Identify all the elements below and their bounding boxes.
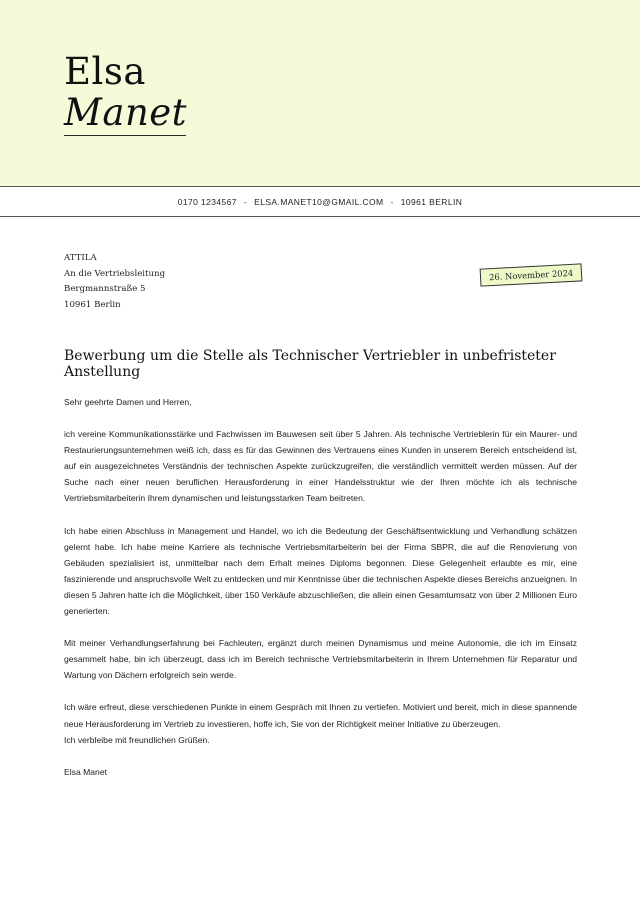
- recipient-department: An die Vertriebsleitung: [64, 268, 166, 279]
- contact-separator: -: [243, 196, 248, 207]
- body-paragraph: Ich habe einen Abschluss in Management und Handel, wo ich die Bedeutung der Geschäftsentwicklung und Verhandlung schätzen gelernt habe. Ich habe meine Karriere als technische Vertriebsmitarbeiterin bei der Firma SBPR, die auf die Renovierung von Gebäuden spezialisiert ist, unmittelbar nach dem Erhalt meines Diploms begonnen. Diese Gelegenheit erlaubte es mir, eine faszinierende und anspruchsvolle Welt zu entdecken und mir Kenntnisse über die technischen Aspekte dieses Bereichs anzueignen. In diesen 5 Jahren hatte ich die Möglichkeit, über 150 Verkäufe abzuschließen, die allein einen Gesamtumsatz von über 2 Millionen Euro generierten.: [64, 525, 577, 617]
- contact-phone: 0170 1234567: [177, 196, 237, 207]
- letter-body: [64, 394, 577, 796]
- body-paragraph: Mit meiner Verhandlungserfahrung bei Fachleuten, ergänzt durch meinen Dynamismus und meine Autonomie, die ich im Einsatz gesammelt habe, bin ich überzeugt, dass ich im Bereich technische Vertriebsmitarbeiterin in Ihrem Unternehmen für Reparatur und Wartung von Dächern erfolgreich sein werde.: [64, 638, 577, 681]
- final-paragraph: Ich wäre erfreut, diese verschiedenen Punkte in einem Gespräch mit Ihnen zu vertiefen. Motiviert und bereit, mich in diese spannende neue Herausforderung im Vertrieb zu investieren, hoffe ich, Sie von der Richtigkeit meiner Initiative zu überzeugen.: [64, 702, 577, 729]
- recipient-street: Bergmannstraße 5: [64, 284, 146, 294]
- closing-line: Ich verbleibe mit freundlichen Grüßen.: [64, 734, 210, 745]
- body-paragraph: ich vereine Kommunikationsstärke und Fachwissen im Bauwesen seit über 5 Jahren. Als technische Vertrieblerin für ein Maurer- und Restaurierungsunternehmen weiß ich, dass es für das Gewinnen des Vertrauens eines Kunden in unserem Bereich entscheidend ist, auf ein ausgezeichnetes Verständnis der technischen Aspekte zurückzugreifen, die verständlich vermittelt werden müssen. Auf der Suche nach einer neuen beruflichen Herausforderung in einer Handelsstruktur wie der Ihren möchte ich als technische Vertriebsmitarbeiterin Ihrem dynamischen und leistungsstarken Team beitreten.: [64, 429, 577, 504]
- contact-email: ELSA.MANET10@GMAIL.COM: [254, 196, 384, 207]
- closing-block: [64, 699, 577, 747]
- contact-city: 10961 BERLIN: [400, 196, 463, 207]
- last-name: Manet: [64, 91, 188, 134]
- recipient-city: 10961 Berlin: [64, 299, 121, 310]
- letter-date: 26. November 2024: [480, 263, 583, 286]
- name-underline: [64, 135, 186, 136]
- contact-bar: [0, 186, 640, 217]
- recipient-address: [64, 251, 165, 313]
- contact-separator: -: [390, 196, 394, 207]
- letter-subject: Bewerbung um die Stelle als Technischer Vertriebler in unbefristeter Anstellung: [64, 348, 556, 380]
- salutation: Sehr geehrte Damen und Herren,: [64, 397, 192, 407]
- first-name: Elsa: [64, 50, 146, 93]
- header-banner: [0, 0, 640, 186]
- recipient-company: ATTILA: [64, 253, 97, 263]
- signature: Elsa Manet: [64, 766, 107, 777]
